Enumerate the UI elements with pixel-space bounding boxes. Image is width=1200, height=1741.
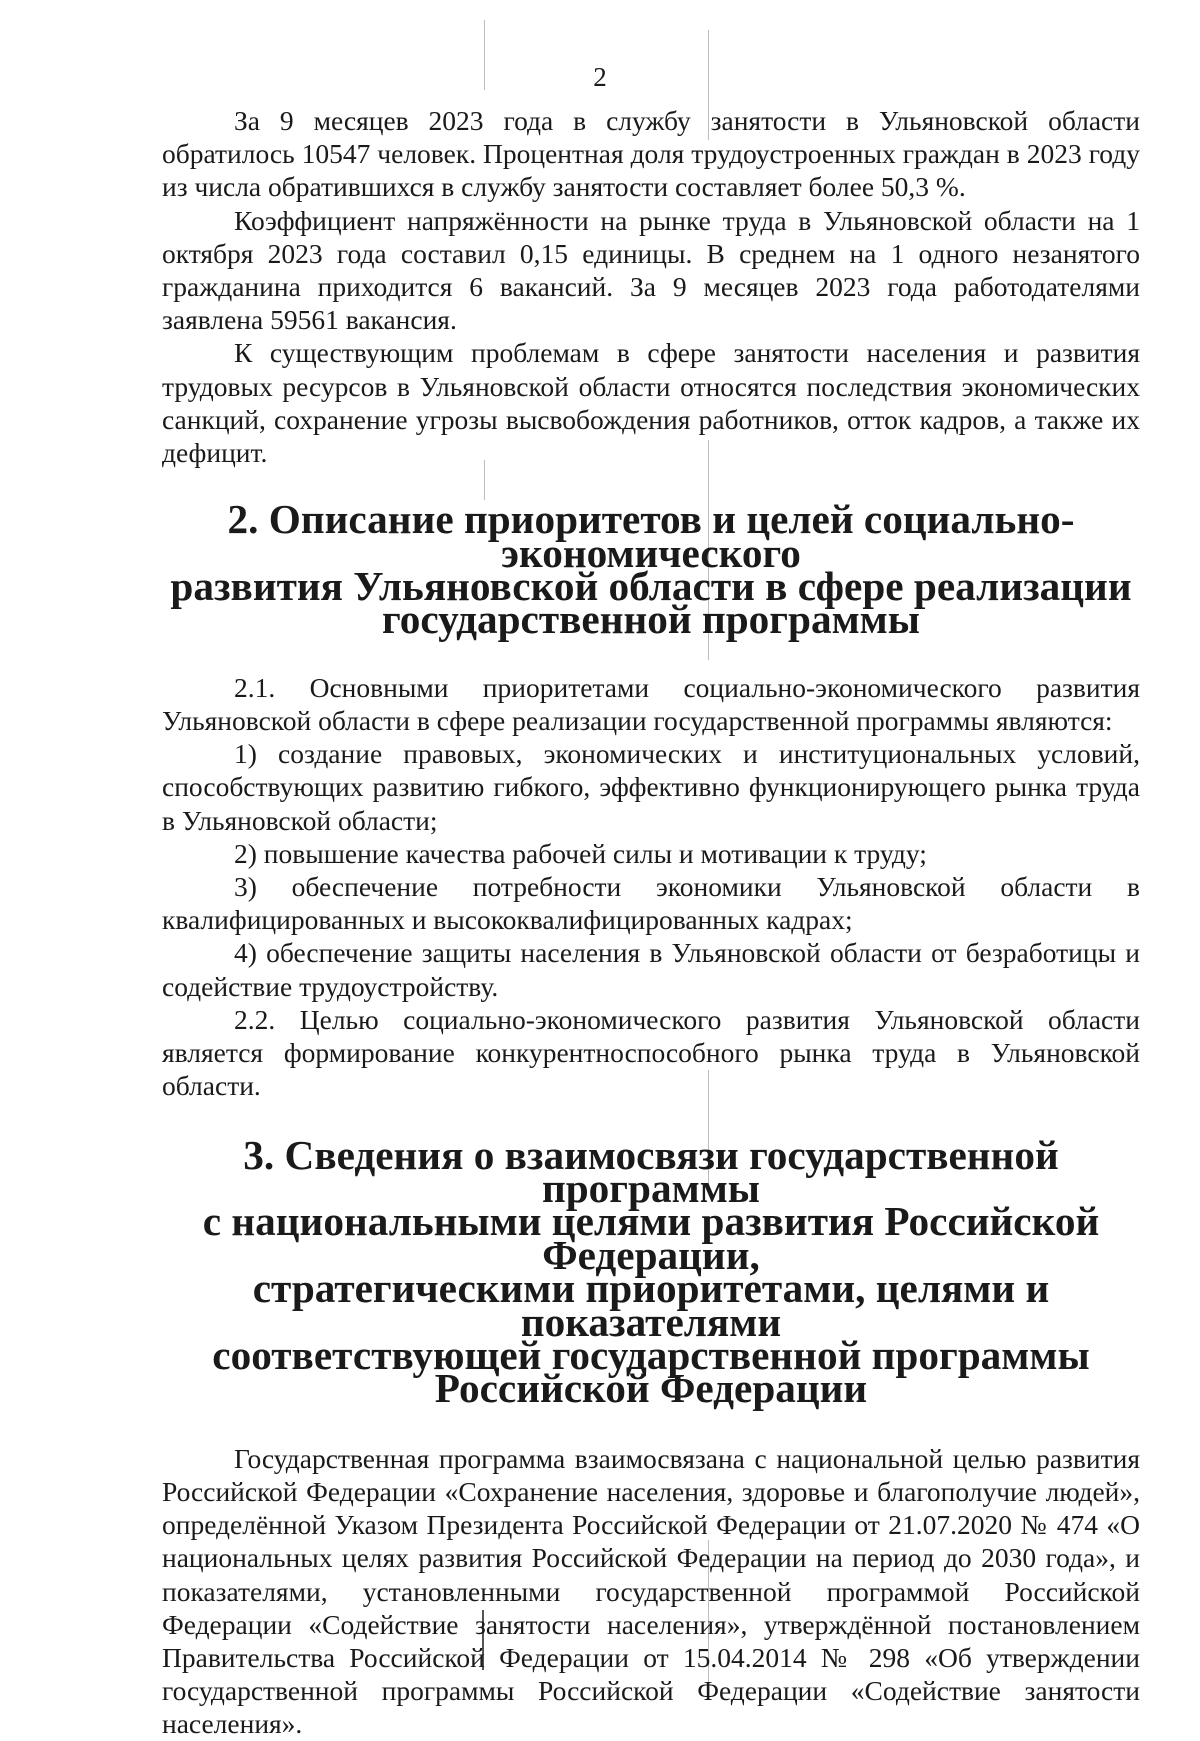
page-number: 2 [593, 62, 607, 92]
paragraph-tension-coefficient: Коэффициент напряжённости на рынке труда в Ульяновской области на 1 октября 2023 года составил 0,15 единицы. В среднем на 1 одного незанятого гражданина приходится 6 вакансий. За 9 месяцев 2023 года работодателями заявлена 59561 вакансия. [162, 204, 1140, 336]
paragraph-applications: За 9 месяцев 2023 года в службу занятости в Ульяновской области обратилось 10547 человек. Процентная доля трудоустроенных граждан в 2023 году из числа обратившихся в службу занятости составляет более 50,3 %. [162, 105, 1140, 203]
paragraph-2-1: 2.1. Основными приоритетами социально-экономического развития Ульяновской области в сфере реализации государственной программы являются: [162, 671, 1140, 737]
paragraph-2-2: 2.2. Целью социально-экономического развития Ульяновской области является формирование конкурентноспособного рынка труда в Ульяновской области. [162, 1003, 1140, 1102]
document-body [162, 104, 1140, 1741]
section-3-heading [162, 1131, 1140, 1412]
priority-item-4: 4) обеспечение защиты населения в Ульяновской области от безработицы и содействие трудоустройству. [162, 937, 1140, 1002]
paragraph-problems: К существующим проблемам в сфере занятости населения и развития трудовых ресурсов в Ульяновской области относятся последствия экономических санкций, сохранение угрозы высвобождения работников, отток кадров, а также их дефицит. [162, 337, 1140, 469]
section-3-heading-line: 3. Сведения о взаимосвязи государственной программы [243, 1131, 1059, 1211]
section-2-heading-line: развития Ульяновской области в сфере реализации [170, 563, 1132, 610]
section-3-heading-line: с национальными целями развития Российской Федерации, [202, 1198, 1100, 1278]
section-3-heading-line: стратегическими приоритетами, целями и показателями [252, 1265, 1050, 1345]
paragraph-program-linkage: Государственная программа взаимосвязана с национальной целью развития Российской Федерации «Сохранение населения, здоровье и благополучие людей», определённой Указом Президента Российской Федерации от 21.07.2020 № 474 «О национальных целях развития Российской Федерации на период до 2030 года», и показателями, установленными государственной программой Российской Федерации «Содействие занятости населения», утверждённой постановлением Правительства Российской Федерации от 15.04.2014 № 298 «Об утверждении государственной программы Российской Федерации «Содействие занятости населения». [162, 1442, 1140, 1740]
section-2-heading [162, 496, 1140, 643]
section-3-heading-line: соответствующей государственной программы Российской Федерации [212, 1331, 1090, 1412]
section-2-heading-line: 2. Описание приоритетов и целей социально-экономического [227, 496, 1075, 576]
priority-item-3: 3) обеспечение потребности экономики Ульяновской области в квалифицированных и высококвалифицированных кадрах; [162, 871, 1140, 936]
section-2-heading-line: государственной программы [382, 596, 920, 643]
priority-item-2: 2) повышение качества рабочей силы и мотивации к труду; [234, 837, 927, 869]
priority-item-1: 1) создание правовых, экономических и институциональных условий, способствующих развитию гибкого, эффективно функционирующего рынка труда в Ульяновской области; [162, 738, 1140, 836]
